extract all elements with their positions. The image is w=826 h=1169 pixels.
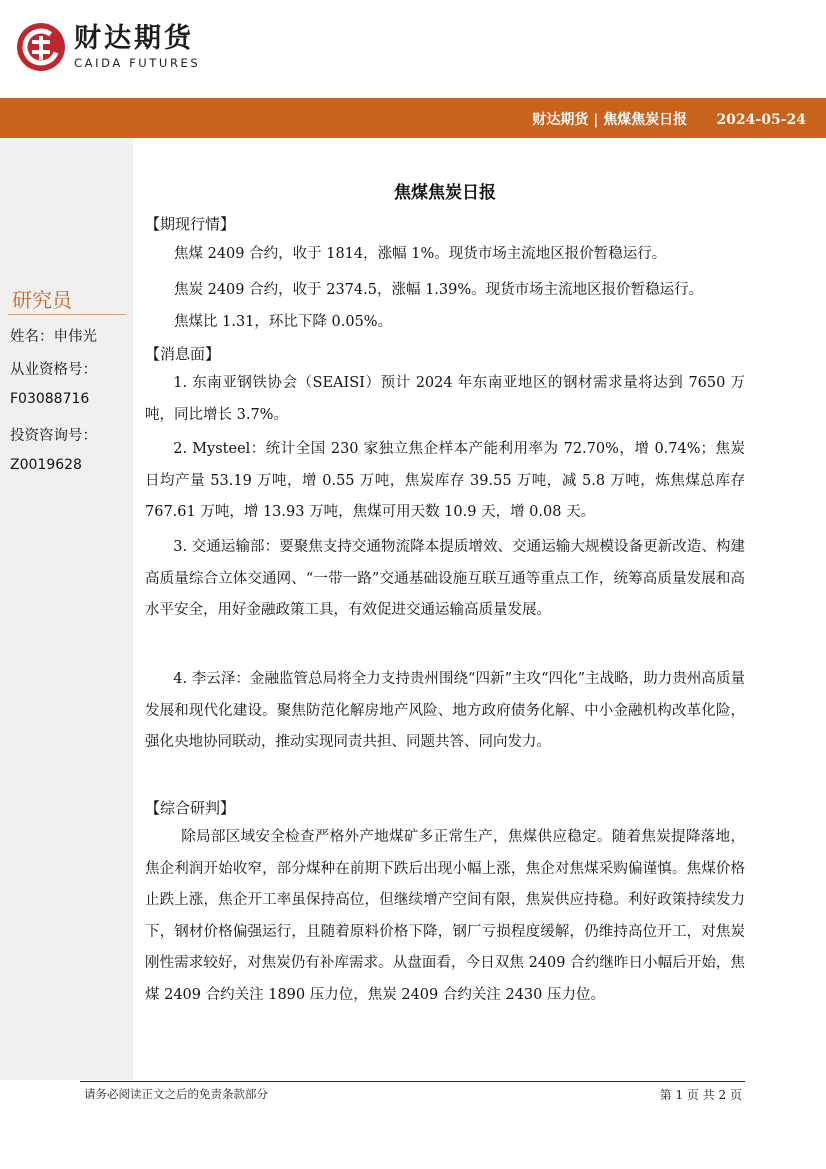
page-title: 焦煤焦炭日报 — [394, 183, 496, 203]
section-heading-news: 【消息面】 — [145, 345, 221, 363]
news-item-4: 4. 李云泽：金融监管总局将全力支持贵州围绕“四新”主攻“四化”主战略，助力贵州高质量发展和现代化建设。聚焦防范化解房地产风险、地方政府债务化解、中小金融机构改革化险，强化央地协同联动，推动实现同责共担、同题共答、同向发力。 — [145, 671, 745, 750]
news-item-2: 2. Mysteel：统计全国 230 家独立焦企样本产能利用率为 72.70%，增 0.74%；焦炭日均产量 53.19 万吨，增 0.55 万吨，焦炭库存 39.55 万吨，减 5.8 万吨，炼焦煤总库存 767.61 万吨，增 13.93 万吨，焦煤可用天数 10.9 天，增 0.08 天。 — [145, 441, 745, 520]
header-date: 2024-05-24 — [716, 112, 806, 128]
header-brand: 财达期货 — [532, 112, 589, 128]
header-text — [532, 109, 806, 129]
researcher-name: 姓名：申伟光 — [10, 329, 97, 345]
company-logo — [16, 22, 200, 72]
sidebar-researcher-title: 研究员 — [12, 288, 72, 312]
section-heading-market: 【期现行情】 — [145, 215, 236, 233]
sidebar — [0, 138, 133, 1080]
caida-logo-icon — [16, 22, 66, 72]
qualification-code: F03088716 — [10, 391, 90, 407]
consult-label: 投资咨询号： — [10, 428, 97, 444]
market-coke: 焦炭 2409 合约，收于 2374.5，涨幅 1.39%。现货市场主流地区报价暂稳运行。 — [174, 282, 704, 298]
market-ratio: 焦煤比 1.31，环比下降 0.05%。 — [174, 314, 393, 330]
qualification-label: 从业资格号： — [10, 362, 97, 378]
section-heading-analysis: 【综合研判】 — [145, 799, 236, 817]
market-coking-coal: 焦煤 2409 合约，收于 1814，涨幅 1%。现货市场主流地区报价暂稳运行。 — [174, 246, 667, 262]
consult-code: Z0019628 — [10, 457, 82, 473]
footer-page-number: 第 1 页 共 2 页 — [659, 1088, 742, 1102]
sidebar-divider — [8, 314, 126, 315]
footer-divider — [80, 1081, 745, 1082]
logo-chinese-name: 财达期货 — [74, 23, 194, 54]
logo-english-name: CAIDA FUTURES — [74, 56, 201, 70]
analysis-paragraph: 除局部区域安全检查严格外产地煤矿多正常生产，焦煤供应稳定。随着焦炭提降落地，焦企利润开始收窄，部分煤种在前期下跌后出现小幅上涨，焦企对焦煤采购偏谨慎。焦煤价格止跌上涨，焦企开工率虽保持高位，但继续增产空间有限，焦炭供应持稳。利好政策持续发力下，钢材价格偏强运行，且随着原料价格下降，钢厂亏损程度缓解，仍维持高位开工，对焦炭刚性需求较好，对焦炭仍有补库需求。从盘面看，今日双焦 2409 合约继昨日小幅后开始，焦煤 2409 合约关注 1890 压力位，焦炭 2409 合约关注 2430 压力位。 — [145, 829, 745, 1003]
header-bar — [0, 98, 826, 138]
header-separator: | — [593, 112, 599, 128]
header-report-name: 焦煤焦炭日报 — [603, 112, 688, 128]
news-item-1: 1. 东南亚钢铁协会（SEAISI）预计 2024 年东南亚地区的钢材需求量将达到 7650 万吨，同比增长 3.7%。 — [145, 375, 745, 423]
footer-disclaimer: 请务必阅读正文之后的免责条款部分 — [84, 1087, 268, 1101]
news-item-3: 3. 交通运输部：要聚焦支持交通物流降本提质增效、交通运输大规模设备更新改造、构建高质量综合立体交通网、“一带一路”交通基础设施互联互通等重点工作，统筹高质量发展和高水平安全，用好金融政策工具，有效促进交通运输高质量发展。 — [145, 539, 745, 618]
